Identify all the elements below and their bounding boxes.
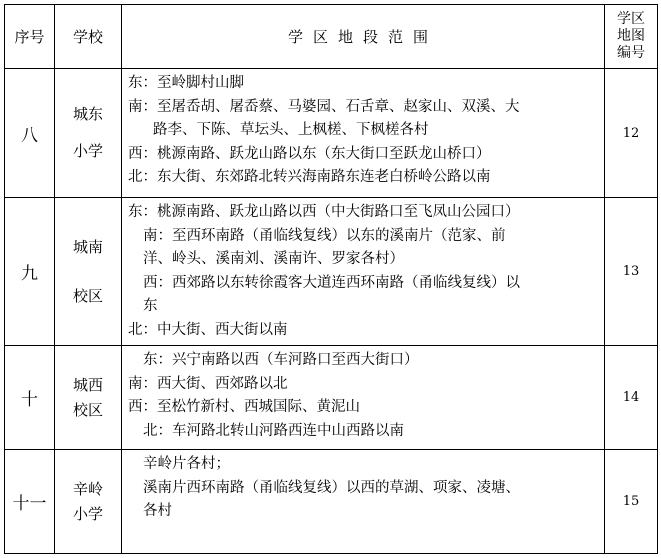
- header-seq: 序号: [5, 5, 55, 69]
- table-row: [5, 450, 658, 554]
- row-school: [55, 69, 122, 198]
- school-name-line: 小学: [72, 142, 103, 160]
- range-line: 北：车河路北转山河路西连中山西路以南: [143, 422, 404, 439]
- row-seq: 十: [5, 346, 55, 450]
- row-school: [55, 198, 122, 346]
- school-district-table: [4, 4, 658, 554]
- row-school: [55, 346, 122, 450]
- range-line: 北：东大街、东郊路北转兴海南路东连老白桥岭公路以南: [128, 169, 491, 185]
- row-seq: 八: [5, 69, 55, 198]
- school-name-line: 小学: [72, 504, 103, 523]
- row-map-number: 15: [605, 450, 658, 554]
- header-map-line: 学区: [617, 11, 645, 27]
- range-line: 西：西郊路以东转徐霞客大道连西环南路（甬临线复线）以: [143, 274, 520, 291]
- row-range: [122, 198, 605, 346]
- range-line: 辛岭片各村；: [143, 456, 230, 472]
- school-name-line: 辛岭: [72, 479, 103, 498]
- row-range: [122, 69, 605, 198]
- range-line: 溪南片西环南路（甬临线复线）以西的草湖、项家、凌塘、: [143, 479, 520, 496]
- range-line: 西：至松竹新村、西城国际、黄泥山: [128, 399, 360, 415]
- range-line: 南：至屠岙胡、屠岙蔡、马婆园、石舌章、赵家山、双溪、大: [128, 98, 520, 115]
- row-map-number: 14: [605, 346, 658, 450]
- range-line: 洋、岭头、溪南刘、溪南许、罗家各村）: [143, 251, 404, 267]
- row-range: [122, 346, 605, 450]
- range-line: 东：兴宁南路以西（车河路口至西大街口）: [143, 352, 419, 368]
- school-name-line: 校区: [72, 400, 103, 419]
- header-map-number: [605, 5, 658, 69]
- table-row: [5, 198, 658, 346]
- table-row: [5, 346, 658, 450]
- header-map-line: 编号: [617, 45, 645, 61]
- row-seq: 九: [5, 198, 55, 346]
- range-line: 南：至西环南路（甬临线复线）以东的溪南片（范家、前: [143, 227, 506, 244]
- row-map-number: 13: [605, 198, 658, 346]
- row-map-number: 12: [605, 69, 658, 198]
- row-range: [122, 450, 605, 554]
- table-row: [5, 69, 658, 198]
- header-map-line: 地图: [617, 28, 645, 44]
- range-line: 东：至岭脚村山脚: [128, 75, 244, 91]
- range-line: 各村: [143, 503, 172, 519]
- range-line: 路李、下陈、草坛头、上枫槎、下枫槎各村: [153, 122, 429, 138]
- header-school: 学校: [55, 5, 122, 69]
- range-line: 北：中大街、西大街以南: [128, 321, 288, 338]
- row-seq: 十一: [5, 450, 55, 554]
- range-line: 东: [143, 298, 158, 314]
- school-name-line: 城东: [72, 105, 103, 123]
- header-row: [5, 5, 658, 69]
- school-name-line: 城南: [72, 237, 103, 256]
- range-line: 南：西大街、西郊路以北: [128, 375, 288, 392]
- school-name-line: 校区: [72, 286, 103, 305]
- range-line: 西：桃源南路、跃龙山路以东（东大街口至跃龙山桥口）: [128, 145, 491, 162]
- header-range: 学区地段范围: [122, 5, 605, 69]
- school-name-line: 城西: [72, 375, 103, 394]
- row-school: [55, 450, 122, 554]
- range-line: 东：桃源南路、跃龙山路以西（中大街路口至飞凤山公园口）: [128, 204, 520, 220]
